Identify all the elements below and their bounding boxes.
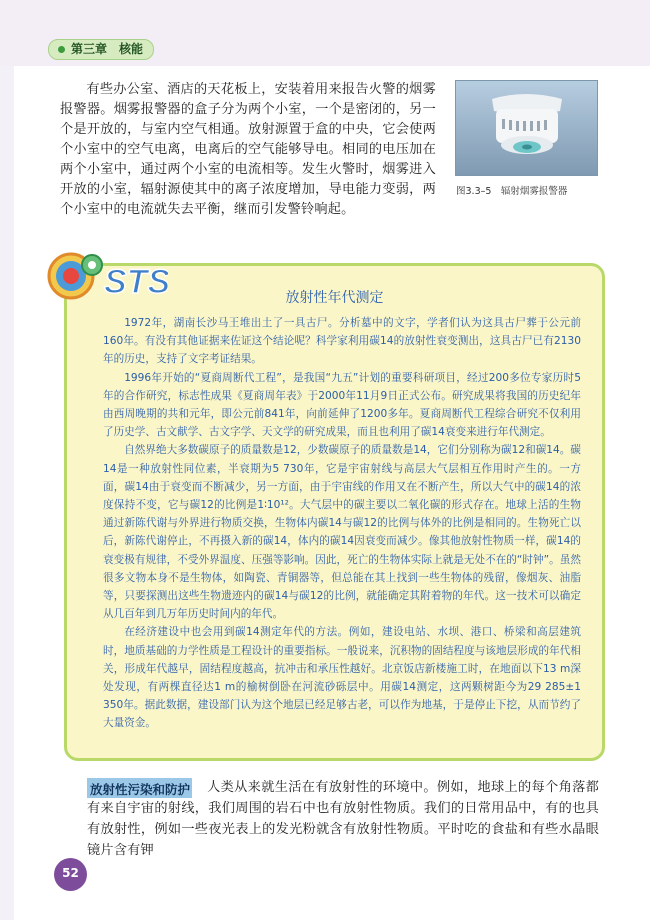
intro-paragraph: 有些办公室、酒店的天花板上，安装着用来报告火警的烟雾报警器。烟雾报警器的盒子分为两个小室，一个是密闭的，另一个是开放的，与室内空气相通。放射源置于盒的中央，它会使两个小室中的空气电离，电离后的空气能够导电。相同的电压加在两个小室中，通过两个小室的电流相等。发生火警时，烟雾进入开放的小室，辐射源使其中的离子浓度增加，导电能力变弱，两个小室中的电流就失去平衡，继而引发警铃响起。	[60, 82, 436, 217]
sts-paragraph-1: 1972年，湖南长沙马王堆出土了一具古尸。分析墓中的文字，学者们认为这具古尸葬于公元前160年。有没有其他证据来佐证这个结论呢？科学家利用碳14的放射性衰变测出，这具古尸已有2130年的历史，支持了文字考证结果。	[103, 317, 581, 366]
section-text	[87, 777, 599, 861]
section-paragraph: 人类从来就生活在有放射性的环境中。例如，地球上的每个角落都有来自宇宙的射线，我们周围的岩石中也有放射性物质。我们的日常用品中，有的也具有放射性，例如一些夜光表上的发光粉就含有放射性物质。平时吃的食盐和有些水晶眼镜片含有钾	[87, 780, 599, 858]
section-heading: 放射性污染和防护	[90, 782, 191, 797]
chapter-dot-icon	[58, 46, 65, 53]
sts-paragraph-4: 在经济建设中也会用到碳14测定年代的方法。例如，建设电站、水坝、港口、桥梁和高层建筑时，地质基础的力学性质是工程设计的重要指标。一般说来，沉积物的固结程度与该地层形成的年代相关，形成年代越早，固结程度越高，抗冲击和承压性越好。北京饭店新楼施工时，在地面以下13 m深处发现，有两棵直径达1 m的榆树倒卧在河流砂砾层中。用碳14测定，这两颗树距今为29 285±1 350年。据此数据，建设部门认为这个地层已经足够古老，可以作为地基，于是停止下挖，从而节约了大量资金。	[103, 626, 581, 730]
sts-paragraph-3: 自然界绝大多数碳原子的质量数是12，少数碳原子的质量数是14，它们分别称为碳12和碳14。碳14是一种放射性同位素，半衰期为5 730年，它是宇宙射线与高层大气层相互作用时产生的。一方面，碳14由于衰变而不断减少，另一方面，由于宇宙线的作用又在不断产生，所以大气中的碳14的浓度保持不变，它与碳12的比例是1∶10¹²。大气层中的碳主要以二氧化碳的形式存在。地球上活的生物通过新陈代谢与外界进行物质交换，生物体内碳14与碳12的比例与体外的比例是相同的。生物死亡以后，新陈代谢停止，不再摄入新的碳14，体内的碳14因衰变而减少。像其他放射性物质一样，碳14的衰变极有规律，不受外界温度、压强等影响。因此，死亡的生物体实际上就是无处不在的“时钟”。虽然很多文物本身不是生物体，如陶瓷、青铜器等，但总能在其上找到一些生物体的残留，像烟灰、油脂等，只要探测出这些生物遗迹内的碳14与碳12的比例，就能确定其附着物的年代。这一技术可以确定从几百年到几万年历史时间内的年代。	[103, 444, 581, 621]
page-edge-strip	[0, 66, 14, 920]
smoke-detector-photo	[455, 80, 598, 176]
sts-body	[103, 314, 581, 733]
heading-spacer	[87, 790, 207, 791]
sts-paragraph-2: 1996年开始的“夏商周断代工程”，是我国“九五”计划的重要科研项目，经过200多位专家历时5年的合作研究，标志性成果《夏商周年表》于2000年11月9日正式公布。研究成果将我国的历史纪年由西周晚期的共和元年，即公元前841年，向前延伸了1200多年。夏商周断代工程综合研究不仅利用了历史学、古文献学、古文字学、天文学的研究成果，而且也利用了碳14衰变来进行年代测定。	[103, 371, 581, 439]
sts-title: 放射性年代测定	[285, 290, 384, 306]
intro-text	[60, 80, 436, 220]
figure-caption: 图3.3–5 辐射烟雾报警器	[456, 186, 568, 197]
page-number-badge	[54, 858, 87, 891]
chapter-title: 第三章 核能	[71, 42, 144, 56]
page-number: 52	[62, 866, 79, 880]
sts-logo-text: STS	[104, 263, 168, 301]
chapter-tag	[48, 39, 154, 60]
